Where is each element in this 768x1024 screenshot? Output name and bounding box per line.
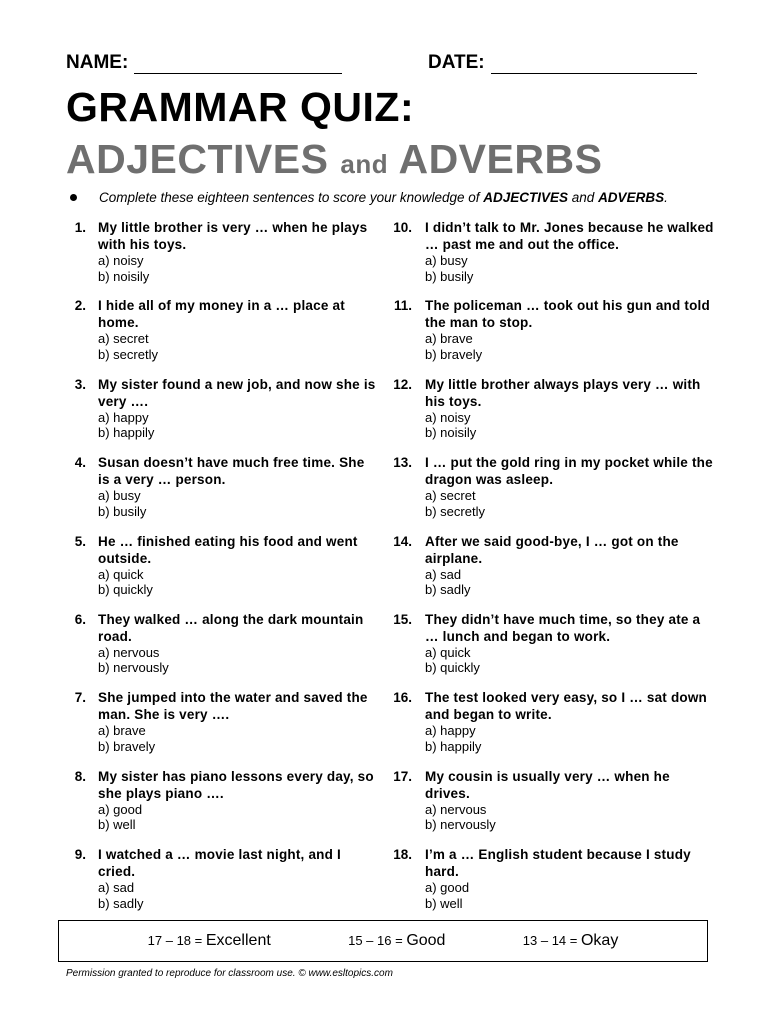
question-item [66,768,386,846]
question-stem: I didn’t talk to Mr. Jones because he walked … past me and out the office. [425,220,714,252]
question-number: 2. [74,298,86,314]
option-b: b) happily [98,425,155,441]
question-item [389,376,709,454]
option-b: b) secretly [425,503,485,519]
option-b: b) busily [425,268,474,284]
question-body [425,297,715,362]
question-number: 7. [74,690,86,706]
option-b: b) sadly [425,582,471,598]
questions-column-left [66,219,386,925]
question-number: 6. [74,611,86,627]
option-a: a) secret [98,331,149,347]
question-stem: I hide all of my money in a … place at home. [98,298,345,331]
date-blank-line [491,55,697,74]
question-body [98,533,378,598]
question-number: 8. [74,768,86,784]
option-a: a) good [98,801,143,817]
question-item [66,846,386,924]
option-a: a) happy [98,409,149,425]
name-field [66,52,342,74]
option-a: a) noisy [425,409,471,425]
page-title: GRAMMAR QUIZ: [66,84,415,130]
score-okay [523,932,619,950]
question-stem: My sister has piano lessons every day, so she plays piano …. [98,768,374,801]
question-item [66,454,386,532]
option-b: b) noisily [425,425,477,441]
question-body [98,297,378,362]
score-range: 13 – 14 = [522,933,578,948]
subtitle-word-adverbs: ADVERBS [398,136,603,182]
option-a: a) nervous [98,644,160,660]
option-a: a) nervous [425,801,487,817]
score-label: Good [406,932,446,949]
score-excellent [148,932,271,950]
question-item [389,768,709,846]
question-item [389,533,709,611]
question-body [98,611,378,676]
question-body [425,219,715,284]
score-range: 15 – 16 = [348,933,403,948]
question-stem: My little brother always plays very … with his toys. [425,376,701,409]
question-stem: I’m a … English student because I study hard. [425,847,691,880]
question-item [389,219,714,297]
option-a: a) noisy [98,253,144,268]
question-body [98,376,378,441]
question-body [98,846,378,911]
option-b: b) sadly [98,895,144,911]
option-b: b) bravely [425,346,483,362]
question-item [389,454,713,532]
option-b: b) bravely [98,738,156,754]
option-b: b) quickly [98,582,153,598]
option-a: a) happy [425,723,476,739]
question-number: 15. [393,611,412,627]
question-item [66,297,386,375]
bullet-icon [70,194,77,201]
option-a: a) brave [98,723,146,739]
question-stem: My cousin is usually very … when he drives. [425,768,670,801]
question-number: 4. [74,455,86,471]
question-body [425,533,715,598]
option-a: a) secret [425,488,476,504]
score-label: Okay [580,932,619,949]
question-number: 16. [393,690,412,706]
question-body [98,768,378,833]
option-b: b) nervously [98,660,169,676]
question-number: 1. [74,220,86,235]
name-label: NAME: [66,52,129,73]
question-item [66,376,386,454]
question-number: 17. [393,768,412,784]
question-body [425,611,715,676]
option-b: b) noisily [98,268,150,284]
subtitle-word-adjectives: ADJECTIVES [66,136,329,182]
option-b: b) secretly [98,346,158,362]
option-b: b) quickly [425,660,480,676]
name-blank-line [134,55,342,74]
question-item [389,689,709,767]
question-stem: I watched a … movie last night, and I cried. [98,847,341,880]
score-good [348,932,445,950]
score-label: Excellent [205,932,271,949]
questions-column-right [389,219,714,925]
question-number: 13. [393,455,412,471]
question-body [425,454,715,519]
header-row [66,52,706,78]
score-range: 17 – 18 = [147,933,203,948]
question-stem: Susan doesn’t have much free time. She is a very … person. [98,455,365,488]
question-number: 5. [74,533,86,549]
question-number: 9. [74,847,86,863]
question-stem: She jumped into the water and saved the man. She is very …. [98,690,368,723]
question-stem: My little brother is very … when he plays with his toys. [98,220,368,252]
option-b: b) happily [425,738,482,754]
question-number: 14. [393,533,412,549]
option-a: a) brave [425,331,473,347]
instructions-text: Complete these eighteen sentences to score your knowledge of ADJECTIVES and ADVERBS. [99,190,668,205]
option-b: b) busily [98,503,147,519]
option-a: a) busy [98,488,141,504]
question-stem: They walked … along the dark mountain road. [98,611,364,644]
option-a: a) busy [425,253,468,268]
question-stem: I … put the gold ring in my pocket while the dragon was asleep. [425,455,713,488]
question-item [389,611,709,689]
question-item [66,219,386,297]
option-a: a) quick [98,566,144,582]
question-item [66,689,386,767]
option-b: b) well [425,895,463,911]
question-stem: The policeman … took out his gun and told the man to stop. [425,298,710,331]
question-stem: He … finished eating his food and went outside. [98,533,358,566]
question-number: 10. [393,220,412,235]
question-item [66,611,386,689]
question-item [389,846,709,924]
question-stem: They didn’t have much time, so they ate a … lunch and began to work. [425,611,701,644]
option-a: a) quick [425,644,471,660]
date-label: DATE: [428,52,485,73]
question-number: 3. [74,376,86,392]
option-a: a) sad [98,880,135,896]
score-key-box [58,920,708,962]
option-b: b) well [98,817,136,833]
question-body [425,846,715,911]
question-item [389,297,709,375]
question-stem: The test looked very easy, so I … sat down and began to write. [425,690,707,723]
option-a: a) sad [425,566,462,582]
page-subtitle [66,135,602,188]
option-a: a) good [425,880,470,896]
question-stem: After we said good-bye, I … got on the airplane. [425,533,679,566]
question-body [98,219,378,284]
footer-permission: Permission granted to reproduce for classroom use. © www.esltopics.com [66,968,393,979]
question-number: 18. [393,847,412,863]
date-field [428,52,697,74]
question-body [98,454,378,519]
question-stem: My sister found a new job, and now she is very …. [98,376,376,409]
question-number: 12. [393,376,412,392]
question-item [66,533,386,611]
question-number: 11. [393,298,412,314]
question-body [425,376,715,441]
question-body [98,689,378,754]
question-body [425,689,715,754]
subtitle-conjunction: and [340,149,389,179]
question-body [425,768,715,833]
option-b: b) nervously [425,817,496,833]
instructions [66,190,716,205]
